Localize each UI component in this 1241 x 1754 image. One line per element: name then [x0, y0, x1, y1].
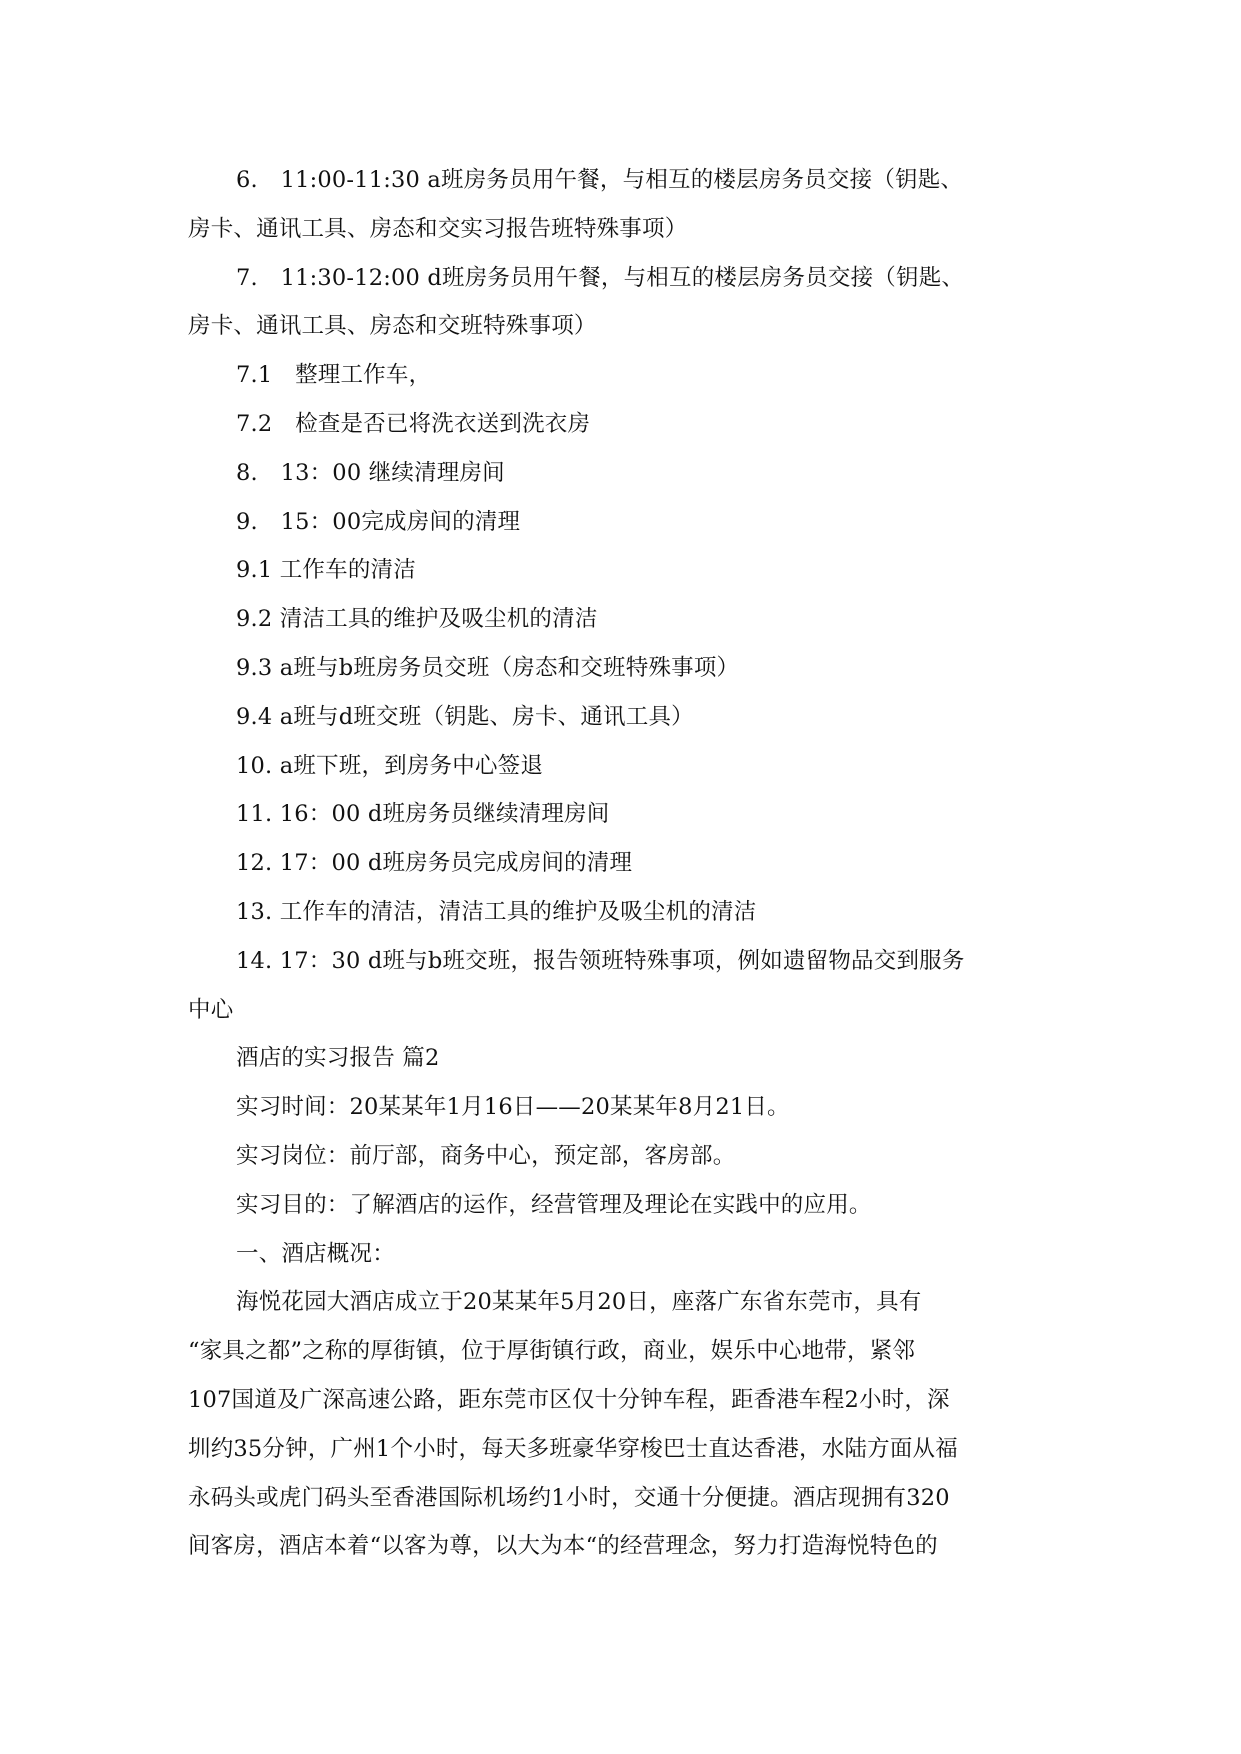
text-line: 12. 17：00 d班房务员完成房间的清理 [236, 850, 633, 877]
text-line: 一、酒店概况： [236, 1240, 395, 1267]
text-line: 7. 11:30-12:00 d班房务员用午餐，与相互的楼层房务员交接（钥匙、 [236, 264, 965, 291]
text-line: 海悦花园大酒店成立于20某某年5月20日，座落广东省东莞市，具有 [236, 1289, 922, 1316]
text-line: 实习岗位：前厅部，商务中心，预定部，客房部。 [236, 1142, 736, 1169]
text-line: 房卡、通讯工具、房态和交班特殊事项） [188, 313, 597, 340]
text-line: 8. 13：00 继续清理房间 [236, 459, 505, 486]
text-line: 14. 17：30 d班与b班交班，报告领班特殊事项，例如遗留物品交到服务 [236, 947, 965, 974]
text-line: 9.4 a班与d班交班（钥匙、房卡、通讯工具） [236, 703, 694, 730]
text-line: 6. 11:00-11:30 a班房务员用午餐，与相互的楼层房务员交接（钥匙、 [236, 167, 964, 193]
text-line: 酒店的实习报告 篇2 [236, 1045, 440, 1072]
text-line: 中心 [188, 996, 234, 1023]
text-line: 永码头或虎门码头至香港国际机场约1小时，交通十分便捷。酒店现拥有320 [188, 1484, 950, 1511]
text-line: 10. a班下班，到房务中心签退 [236, 752, 544, 779]
text-line: 圳约35分钟，广州1个小时，每天多班豪华穿梭巴士直达香港，水陆方面从福 [188, 1435, 958, 1462]
text-line: 7.1 整理工作车， [236, 362, 432, 389]
text-line: 9. 15：00完成房间的清理 [236, 508, 521, 535]
text-line: 13. 工作车的清洁，清洁工具的维护及吸尘机的清洁 [236, 898, 757, 925]
text-line: 107国道及广深高速公路，距东莞市区仅十分钟车程，距香港车程2小时，深 [188, 1386, 950, 1413]
text-line: 实习目的：了解酒店的运作，经营管理及理论在实践中的应用。 [236, 1191, 872, 1218]
text-line: 11. 16：00 d班房务员继续清理房间 [236, 801, 610, 828]
text-line: 9.1 工作车的清洁 [236, 557, 416, 584]
text-line: 7.2 检查是否已将洗衣送到洗衣房 [236, 410, 591, 437]
text-line: 9.3 a班与b班房务员交班（房态和交班特殊事项） [236, 654, 740, 681]
text-line: 房卡、通讯工具、房态和交实习报告班特殊事项） [188, 215, 688, 242]
document-body [188, 156, 1056, 1571]
text-line: 9.2 清洁工具的维护及吸尘机的清洁 [236, 606, 598, 633]
text-line: 间客房，酒店本着“以客为尊，以大为本“的经营理念，努力打造海悦特色的 [188, 1533, 938, 1560]
text-line: “家具之都”之称的厚街镇，位于厚街镇行政，商业，娱乐中心地带，紧邻 [188, 1338, 916, 1365]
text-line: 实习时间：20某某年1月16日——20某某年8月21日。 [236, 1094, 790, 1121]
